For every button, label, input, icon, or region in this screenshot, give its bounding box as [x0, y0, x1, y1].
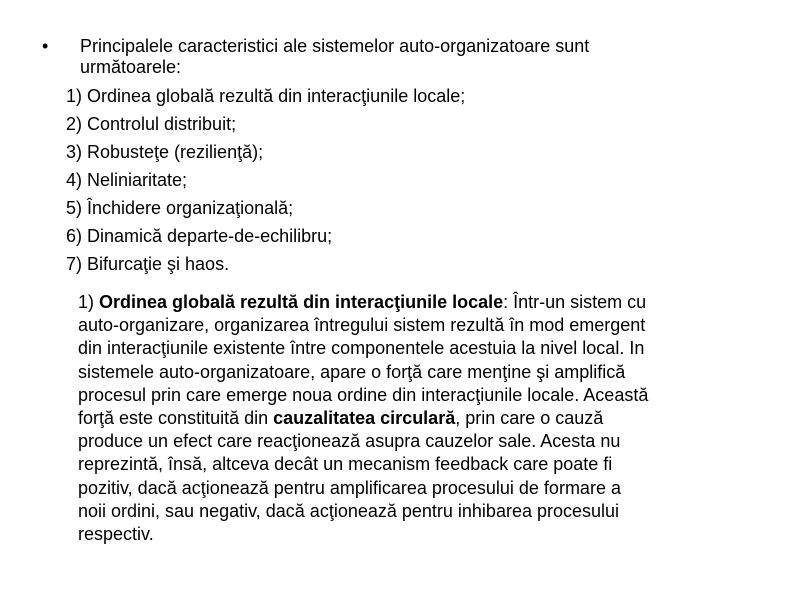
- characteristics-list: [66, 86, 465, 282]
- list-item: 4) Neliniaritate;: [66, 170, 188, 190]
- paragraph-prefix: 1): [78, 292, 100, 312]
- paragraph-line: sistemele auto-organizatoare, apare o forţă care menţine şi amplifică: [78, 361, 626, 382]
- paragraph-line: pozitiv, dacă acţionează pentru amplificarea procesului de formare a: [78, 477, 621, 498]
- paragraph-line1-rest: : Într-un sistem cu: [503, 292, 647, 312]
- paragraph-line: procesul prin care emerge noua ordine din interacţiunile locale. Această: [78, 384, 649, 405]
- paragraph-line: din interacţiunile existente între componentele acestuia la nivel local. In: [78, 338, 645, 359]
- bullet-text-line2: următoarele:: [80, 57, 182, 77]
- list-item: 3) Robusteţe (rezilienţă);: [66, 142, 264, 162]
- bullet-intro: [42, 36, 742, 78]
- list-item: 2) Controlul distribuit;: [66, 114, 237, 134]
- bullet-text-line1: Principalele caracteristici ale sistemelor auto-organizatoare sunt: [80, 36, 590, 56]
- bullet-icon: •: [42, 36, 49, 56]
- paragraph-bold-title: Ordinea globală rezultă din interacţiunile locale: [99, 292, 504, 312]
- paragraph-line6-end: , prin care o cauză: [455, 408, 604, 429]
- list-item: 7) Bifurcaţie şi haos.: [66, 254, 230, 274]
- paragraph-line: noii ordini, sau negativ, dacă acţionează pentru inhibarea procesului: [78, 500, 620, 521]
- list-item: 5) Închidere organizaţională;: [66, 198, 294, 218]
- paragraph-line: respectiv.: [78, 524, 154, 545]
- list-item: 6) Dinamică departe-de-echilibru;: [66, 226, 333, 246]
- bullet-intro-text: [80, 36, 742, 78]
- paragraph-line: auto-organizare, organizarea întregului sistem rezultă în mod emergent: [78, 315, 646, 336]
- paragraph-line: produce un efect care reacţionează asupra cauzelor sale. Acesta nu: [78, 431, 621, 452]
- explanation-paragraph: [78, 291, 758, 546]
- list-item: 1) Ordinea globală rezultă din interacţiunile locale;: [66, 86, 466, 106]
- paragraph-bold-term: cauzalitatea circulară: [273, 408, 456, 429]
- paragraph-line: reprezintă, însă, altceva decât un mecanism feedback care poate fi: [78, 454, 613, 475]
- paragraph-line6-start: forţă este constituită din: [78, 408, 274, 429]
